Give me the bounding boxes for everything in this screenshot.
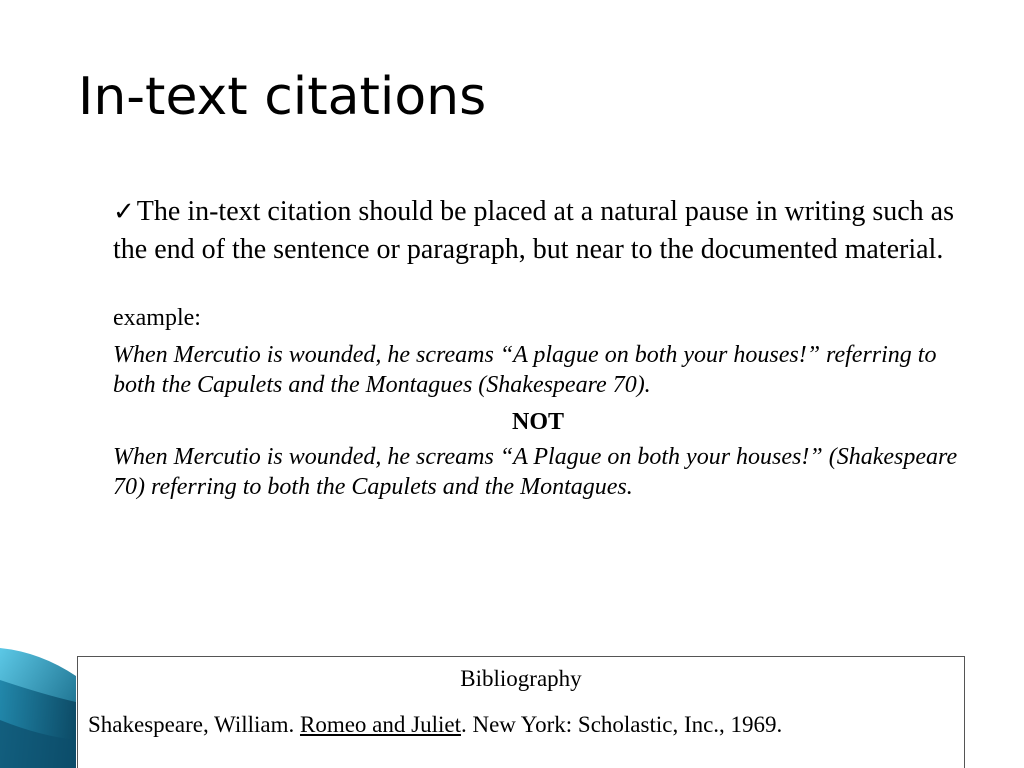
not-label: NOT (511, 409, 564, 435)
slide-title: In-text citations (78, 67, 487, 127)
bullet-paragraph (113, 193, 963, 268)
corner-decoration (0, 640, 80, 768)
bibliography-entry (88, 711, 964, 739)
bibliography-book-title: Romeo and Juliet (299, 712, 461, 737)
bibliography-box (77, 656, 965, 768)
bibliography-author: Shakespeare, William. (88, 712, 295, 737)
bibliography-heading: Bibliography (460, 666, 582, 691)
counter-example-text: When Mercutio is wounded, he screams “A Plague on both your houses!” (Shakespeare 70) referring to both the Capulets and the Montagues. (113, 444, 958, 500)
bibliography-publication: . New York: Scholastic, Inc., 1969. (460, 712, 783, 737)
check-mark-icon: ✓ (113, 197, 135, 227)
bullet-text: The in-text citation should be placed at a natural pause in writing such as the end of the sentence or paragraph, but near to the documented material. (113, 196, 954, 265)
example-label: example: (113, 305, 201, 331)
example-text: When Mercutio is wounded, he screams “A plague on both your houses!” referring to both the Capulets and the Montagues (Shakespeare 70). (113, 342, 937, 398)
slide-body (113, 193, 963, 502)
